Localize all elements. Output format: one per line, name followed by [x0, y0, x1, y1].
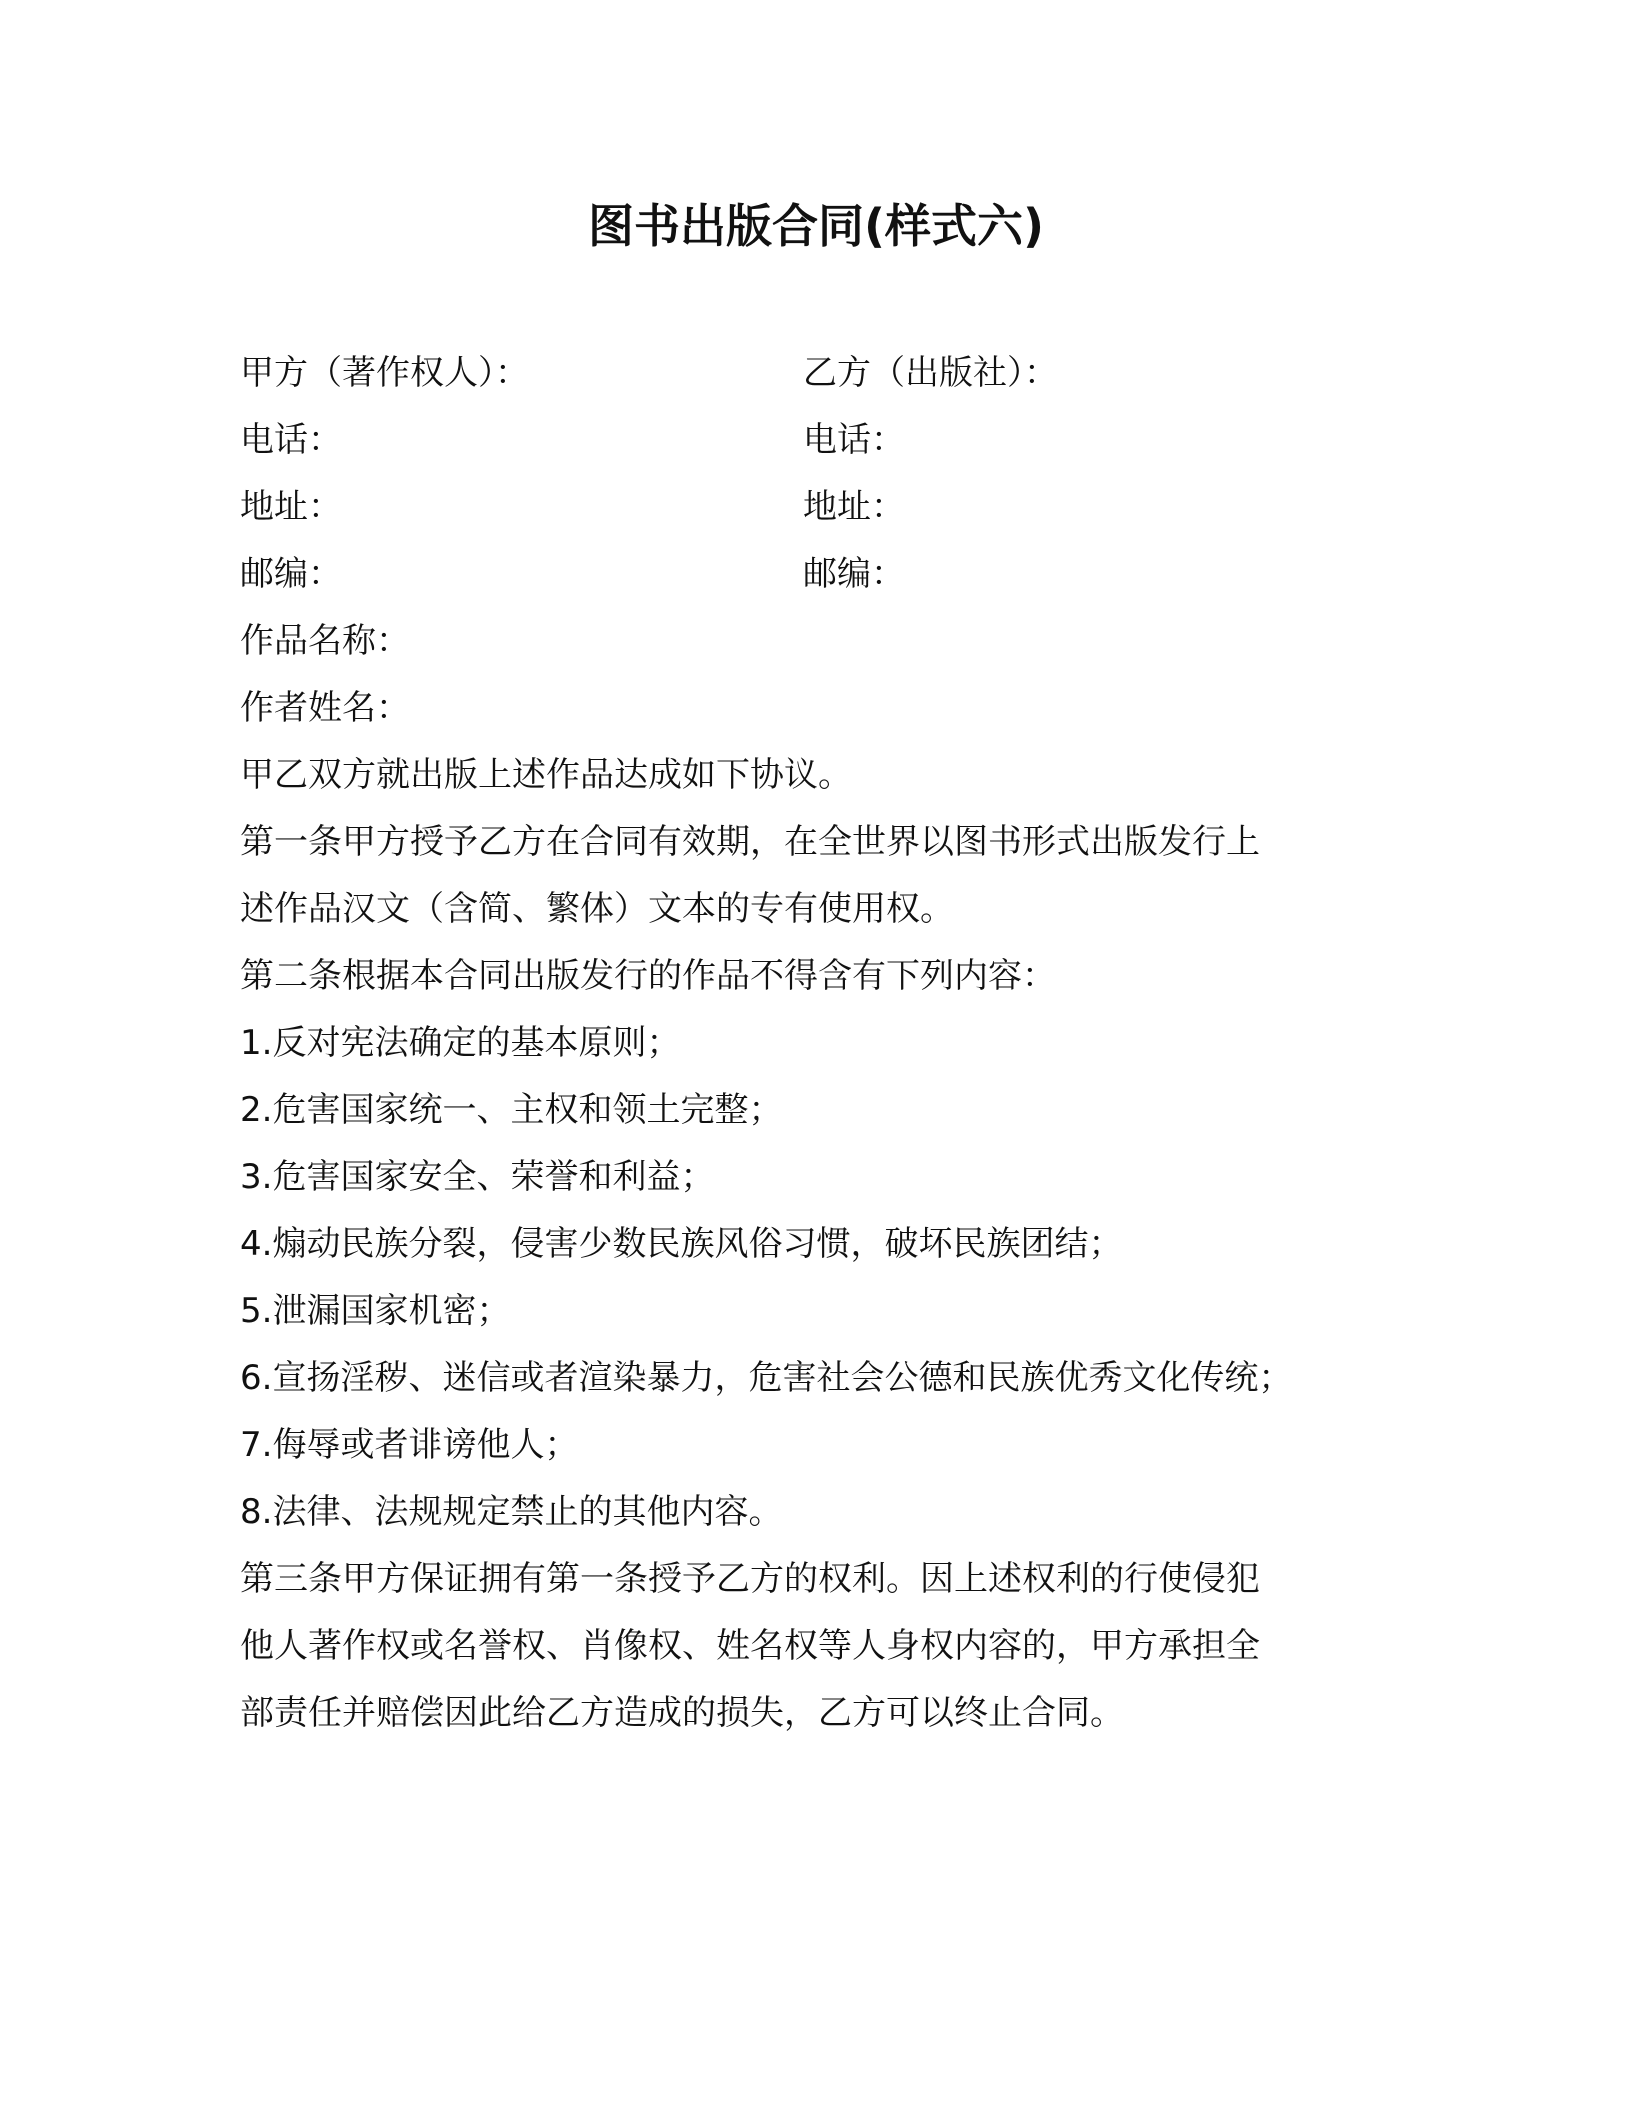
party-b-phone-label: 电话：	[803, 420, 905, 460]
article-2-item-5: 5.泄漏国家机密；	[240, 1291, 511, 1331]
party-b-postcode-label: 邮编：	[803, 554, 905, 594]
party-row-name	[240, 340, 1390, 407]
article-1-line-1: 第一条甲方授予乙方在合同有效期，在全世界以图书形式出版发行上	[240, 822, 1260, 862]
article-3-line-2: 他人著作权或名誉权、肖像权、姓名权等人身权内容的，甲方承担全	[240, 1626, 1260, 1666]
article-1-line-2: 述作品汉文（含简、繁体）文本的专有使用权。	[240, 889, 954, 929]
article-2-item-4: 4.煽动民族分裂，侵害少数民族风俗习惯，破坏民族团结；	[240, 1224, 1123, 1264]
work-title-label: 作品名称：	[240, 621, 410, 661]
party-a-address-label: 地址：	[240, 487, 342, 527]
document-title: 图书出版合同(样式六)	[587, 199, 1045, 253]
party-b-address-label: 地址：	[803, 487, 905, 527]
article-3-line-1: 第三条甲方保证拥有第一条授予乙方的权利。因上述权利的行使侵犯	[240, 1559, 1260, 1599]
article-2-item-8: 8.法律、法规规定禁止的其他内容。	[240, 1492, 783, 1532]
party-a-postcode-label: 邮编：	[240, 554, 342, 594]
article-2-item-3: 3.危害国家安全、荣誉和利益；	[240, 1157, 715, 1197]
party-row-postcode	[240, 541, 1390, 608]
party-b-label: 乙方（出版社）：	[803, 353, 1058, 393]
party-row-phone	[240, 407, 1390, 474]
agreement-intro: 甲乙双方就出版上述作品达成如下协议。	[240, 755, 852, 795]
article-2-item-7: 7.侮辱或者诽谤他人；	[240, 1425, 579, 1465]
article-2-item-6: 6.宣扬淫秽、迷信或者渲染暴力，危害社会公德和民族优秀文化传统；	[240, 1358, 1293, 1398]
party-a-phone-label: 电话：	[240, 420, 342, 460]
article-2-heading: 第二条根据本合同出版发行的作品不得含有下列内容：	[240, 956, 1056, 996]
document-body	[240, 340, 1390, 1747]
article-2-item-2: 2.危害国家统一、主权和领土完整；	[240, 1090, 783, 1130]
party-row-address	[240, 474, 1390, 541]
article-2-item-1: 1.反对宪法确定的基本原则；	[240, 1023, 681, 1063]
author-name-label: 作者姓名：	[240, 688, 410, 728]
party-a-label: 甲方（著作权人）：	[240, 353, 529, 393]
article-3-line-3: 部责任并赔偿因此给乙方造成的损失，乙方可以终止合同。	[240, 1693, 1124, 1733]
